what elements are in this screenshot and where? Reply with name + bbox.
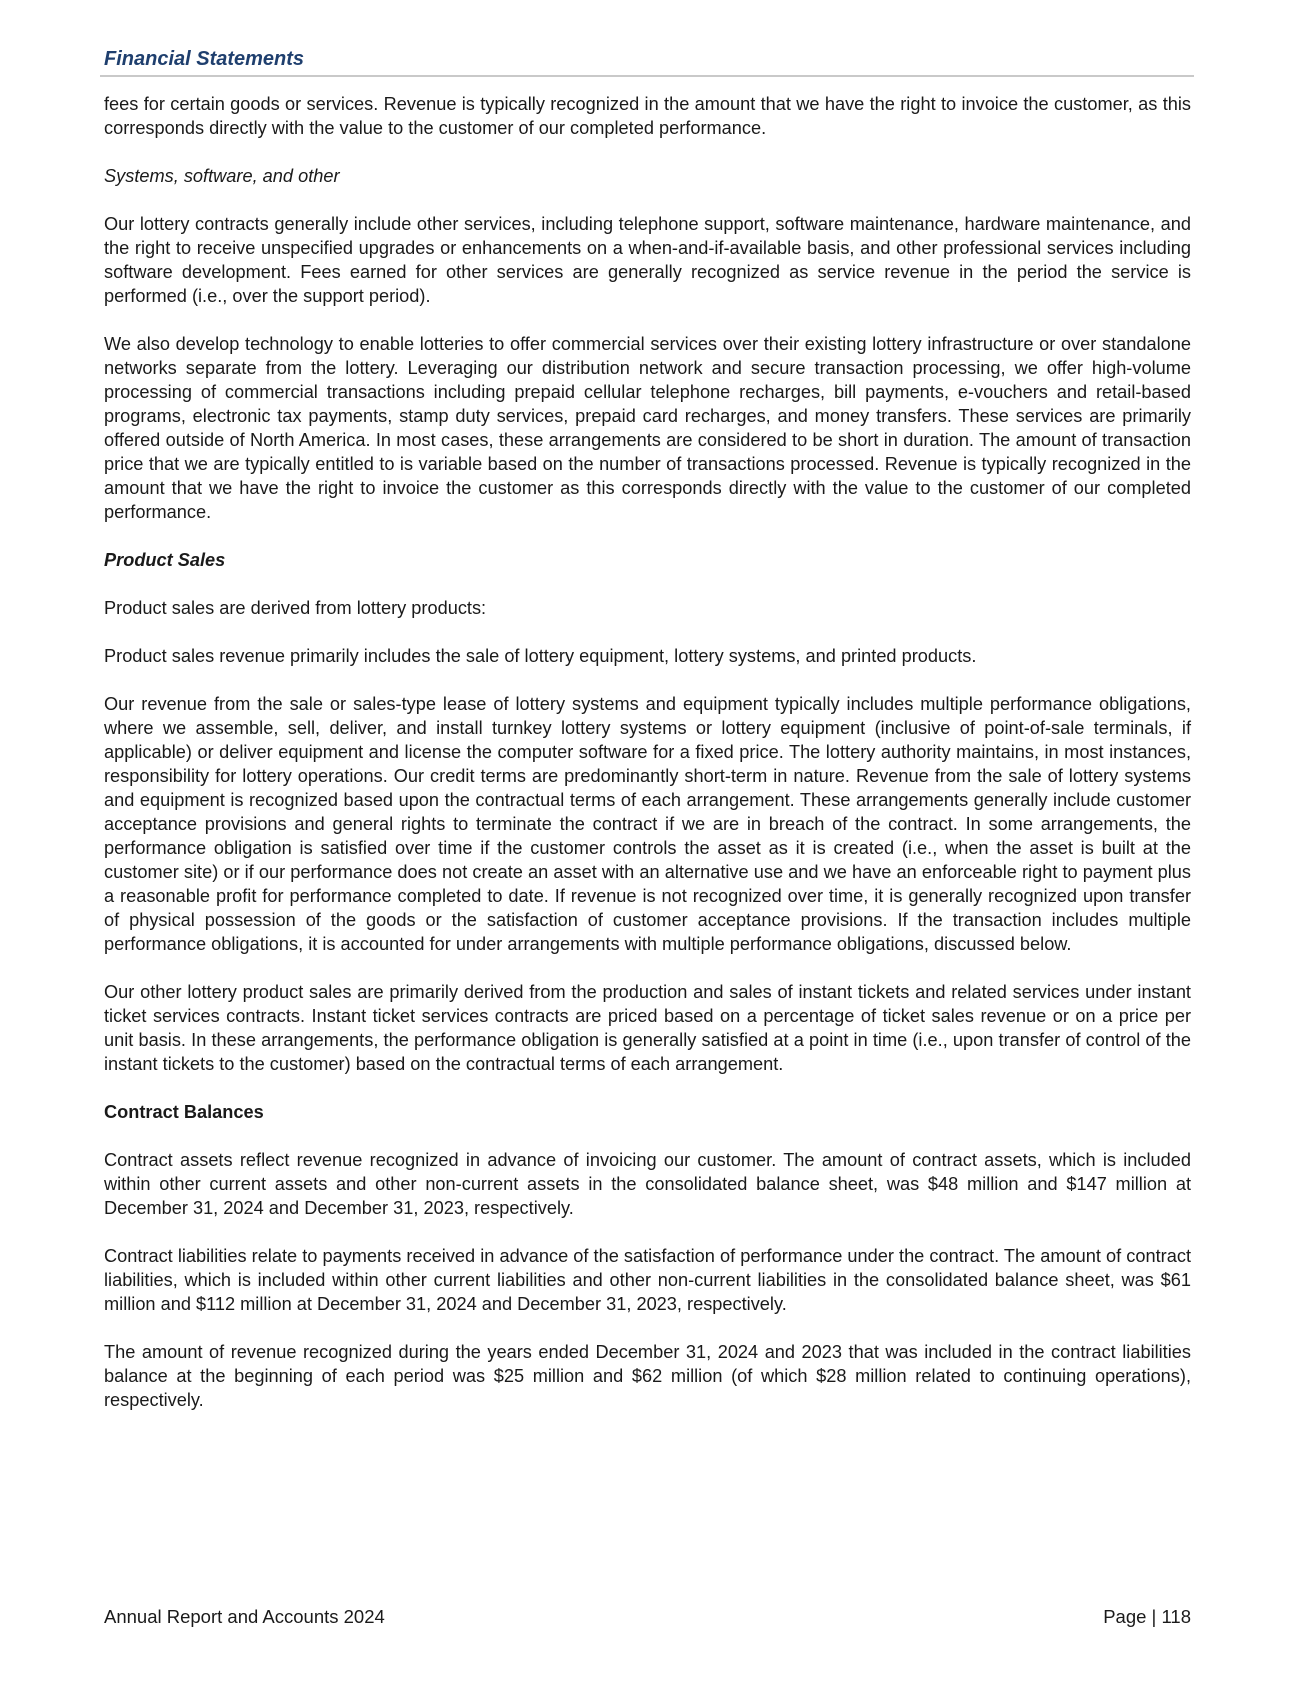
paragraph: Contract assets reflect revenue recognized in advance of invoicing our customer. The amount of contract assets, which is included within other current assets and other non-current assets in the consolidated balance sheet, was $48 million and $147 million at December 31, 2024 and December 31, 2023, respectively. <box>104 1150 1191 1218</box>
header-divider <box>100 75 1194 77</box>
paragraph: fees for certain goods or services. Revenue is typically recognized in the amount that we have the right to invoice the customer, as this corresponds directly with the value to the customer of our completed performance. <box>104 94 1191 138</box>
paragraph: Product sales are derived from lottery products: <box>104 598 487 618</box>
paragraph: We also develop technology to enable lotteries to offer commercial services over their existing lottery infrastructure or over standalone networks separate from the lottery. Leveraging our distribution network and secure transaction processing, we offer high-volume processing of commercial transactions including prepaid cellular telephone recharges, bill payments, e-vouchers and retail-based programs, electronic tax payments, stamp duty services, prepaid card recharges, and money transfers. These services are primarily offered outside of North America. In most cases, these arrangements are considered to be short in duration. The amount of transaction price that we are typically entitled to is variable based on the number of transactions processed. Revenue is typically recognized in the amount that we have the right to invoice the customer as this corresponds directly with the value to the customer of our completed performance. <box>104 334 1191 522</box>
page-footer <box>104 1606 1191 1628</box>
paragraph: Our lottery contracts generally include other services, including telephone support, software maintenance, hardware maintenance, and the right to receive unspecified upgrades or enhancements on a when-and-if-available basis, and other professional services including software development. Fees earned for other services are generally recognized as service revenue in the period the service is performed (i.e., over the support period). <box>104 214 1191 306</box>
footer-report-title: Annual Report and Accounts 2024 <box>104 1606 385 1627</box>
paragraph: Contract liabilities relate to payments received in advance of the satisfaction of performance under the contract. The amount of contract liabilities, which is included within other current liabilities and other non-current liabilities in the consolidated balance sheet, was $61 million and $112 million at December 31, 2024 and December 31, 2023, respectively. <box>104 1246 1191 1314</box>
section-title: Financial Statements <box>104 48 305 70</box>
page-header <box>104 48 1194 77</box>
subheading-systems-software: Systems, software, and other <box>104 166 340 186</box>
paragraph: Product sales revenue primarily includes the sale of lottery equipment, lottery systems, and printed products. <box>104 646 977 666</box>
paragraph: The amount of revenue recognized during the years ended December 31, 2024 and 2023 that was included in the contract liabilities balance at the beginning of each period was $25 million and $62 million (of which $28 million related to continuing operations), respectively. <box>104 1342 1191 1410</box>
subheading-product-sales: Product Sales <box>104 550 226 570</box>
paragraph: Our revenue from the sale or sales-type lease of lottery systems and equipment typically includes multiple performance obligations, where we assemble, sell, deliver, and install turnkey lottery systems or lottery equipment (inclusive of point-of-sale terminals, if applicable) or deliver equipment and license the computer software for a fixed price. The lottery authority maintains, in most instances, responsibility for lottery operations. Our credit terms are predominantly short-term in nature. Revenue from the sale of lottery systems and equipment is recognized based upon the contractual terms of each arrangement. These arrangements generally include customer acceptance provisions and general rights to terminate the contract if we are in breach of the contract. In some arrangements, the performance obligation is satisfied over time if the customer controls the asset as it is created (i.e., when the asset is built at the customer site) or if our performance does not create an asset with an alternative use and we have an enforceable right to payment plus a reasonable profit for performance completed to date. If revenue is not recognized over time, it is generally recognized upon transfer of physical possession of the goods or the satisfaction of customer acceptance provisions. If the transaction includes multiple performance obligations, it is accounted for under arrangements with multiple performance obligations, discussed below. <box>104 694 1191 954</box>
page-number: Page | 118 <box>1103 1606 1191 1627</box>
subheading-contract-balances: Contract Balances <box>104 1102 264 1122</box>
document-body <box>104 92 1191 1436</box>
paragraph: Our other lottery product sales are primarily derived from the production and sales of instant tickets and related services under instant ticket services contracts. Instant ticket services contracts are priced based on a percentage of ticket sales revenue or on a price per unit basis. In these arrangements, the performance obligation is generally satisfied at a point in time (i.e., upon transfer of control of the instant tickets to the customer) based on the contractual terms of each arrangement. <box>104 982 1191 1074</box>
